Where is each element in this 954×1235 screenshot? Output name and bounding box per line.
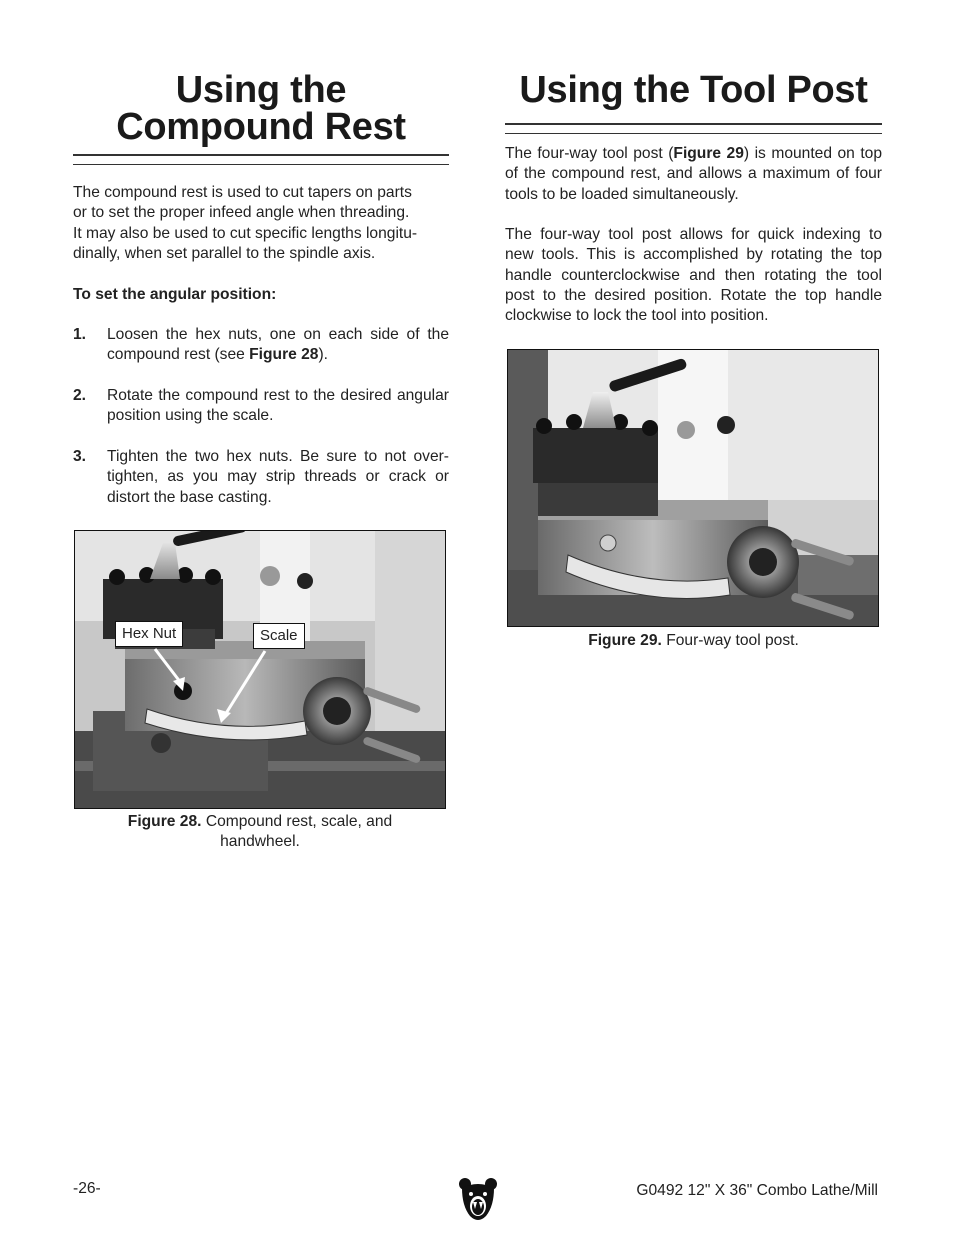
step-1-text bbox=[107, 325, 449, 366]
step-1-number: 1. bbox=[73, 326, 87, 343]
figure-28-reference: Figure 28 bbox=[249, 346, 319, 364]
bear-head-logo bbox=[458, 1176, 498, 1224]
bear-head-icon bbox=[458, 1176, 498, 1224]
figure-29-reference: Figure 29 bbox=[673, 145, 744, 162]
compound-rest-intro bbox=[73, 183, 449, 264]
tool-post-heading bbox=[505, 69, 882, 111]
intro-line-4: dinally, when set parallel to the spindle axis. bbox=[73, 244, 376, 262]
compound-rest-illustration bbox=[75, 531, 445, 808]
tool-post-paragraph-2: The four-way tool post allows for quick indexing to new tools. This is accomplished by rotating the top handle counterclockwise and then rotating the tool post to the desired position. Rotate the top handle clockwise to lock the tool into position. bbox=[505, 226, 882, 325]
tool-post-title: Using the Tool Post bbox=[519, 69, 868, 111]
step-1 bbox=[73, 325, 449, 367]
figure-28-caption-text: Compound rest, scale, and handwheel. bbox=[205, 813, 393, 851]
page-number: -26- bbox=[73, 1180, 101, 1197]
intro-line-1: The compound rest is used to cut tapers on parts bbox=[73, 184, 412, 201]
scale-callout: Scale bbox=[253, 623, 305, 649]
right-heading-rule-bottom bbox=[505, 133, 882, 134]
para1-text-a: The four-way tool post ( bbox=[505, 145, 674, 162]
tool-post-paragraph-1 bbox=[505, 144, 882, 205]
figure-29-caption-label: Figure 29. bbox=[588, 632, 662, 649]
hex-nut-callout: Hex Nut bbox=[115, 621, 183, 647]
step-2-number: 2. bbox=[73, 387, 87, 404]
step-3-text: Tighten the two hex nuts. Be sure to not over-tighten, as you may strip threads or crack or distort the base casting. bbox=[107, 448, 449, 506]
step-1-text-b: ). bbox=[318, 346, 329, 364]
left-heading-rule-bottom bbox=[73, 164, 449, 165]
left-heading-rule-top bbox=[73, 154, 449, 156]
para1-text-b: ) is mounted on top of the compound rest, and allows a maximum of four tools to be loaded simultaneously. bbox=[505, 145, 883, 203]
step-2-text: Rotate the compound rest to the desired angular position using the scale. bbox=[107, 387, 449, 425]
figure-28-caption bbox=[104, 812, 416, 853]
step-3 bbox=[73, 447, 449, 509]
intro-line-2: or to set the proper infeed angle when threading. bbox=[73, 204, 410, 222]
figure-28-caption-label: Figure 28. bbox=[127, 813, 202, 830]
intro-line-3: It may also be used to cut specific lengths longitu- bbox=[73, 224, 418, 242]
tool-post-illustration bbox=[508, 350, 878, 626]
step-2 bbox=[73, 386, 449, 428]
model-footer: G0492 12" X 36" Combo Lathe/Mill bbox=[636, 1182, 878, 1199]
figure-28-photo bbox=[74, 530, 446, 809]
heading-line-1: Using the bbox=[175, 69, 347, 111]
right-heading-rule-top bbox=[505, 123, 882, 125]
heading-line-2: Compound Rest bbox=[116, 106, 406, 148]
figure-29-photo bbox=[507, 349, 879, 627]
angular-position-subheading: To set the angular position: bbox=[73, 286, 277, 303]
step-3-number: 3. bbox=[73, 448, 87, 465]
figure-29-caption-text: Four-way tool post. bbox=[666, 632, 799, 649]
figure-29-caption bbox=[505, 631, 882, 651]
compound-rest-heading bbox=[73, 69, 449, 148]
step-1-text-a: Loosen the hex nuts, one on each side of the compound rest (see bbox=[107, 326, 449, 364]
